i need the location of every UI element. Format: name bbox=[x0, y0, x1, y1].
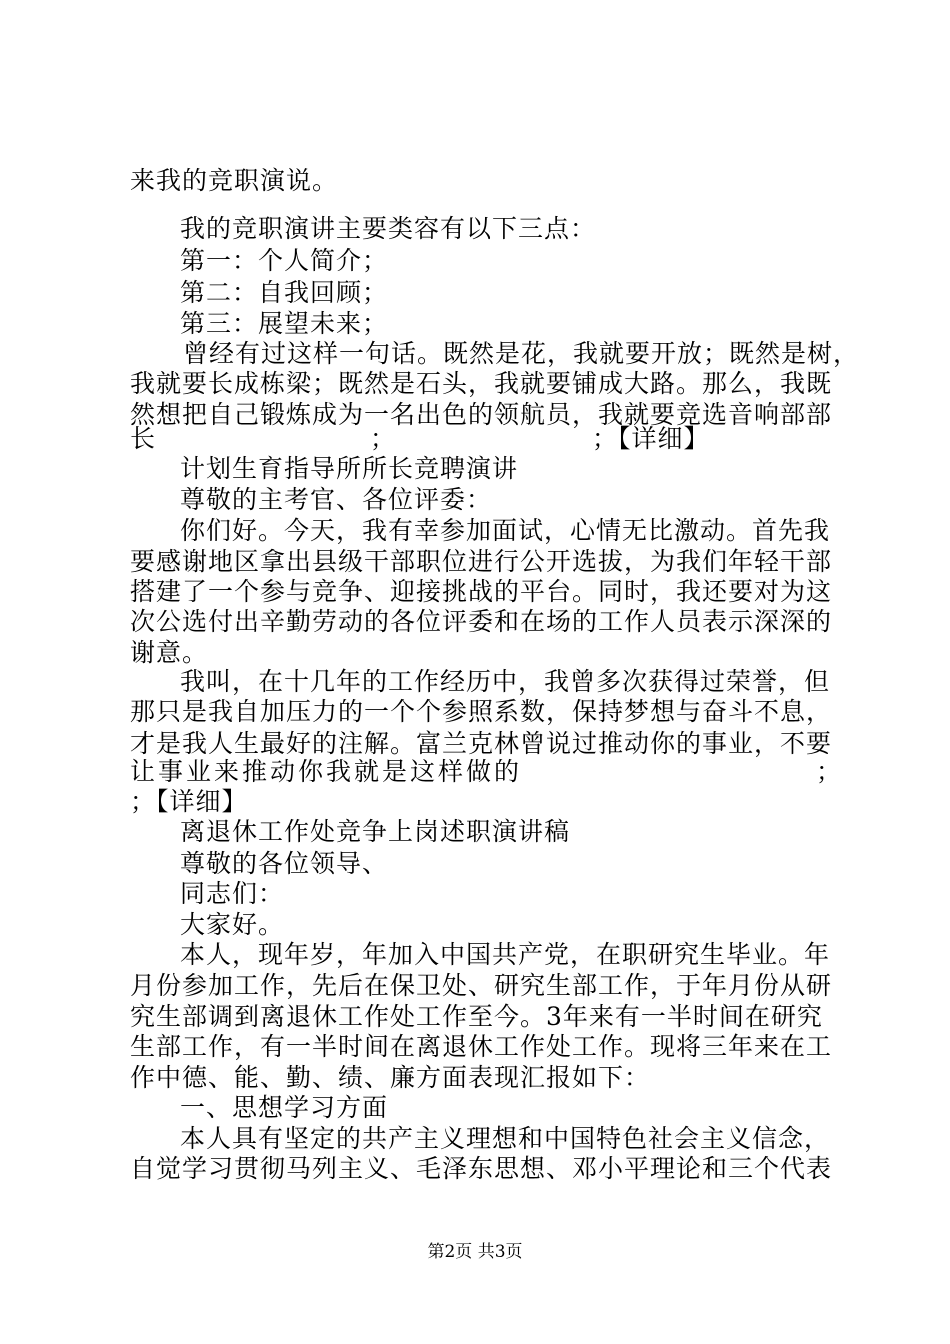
text-line: 尊敬的各位领导、 bbox=[180, 849, 389, 878]
text-line: 本人，现年岁，年加入中国共产党，在职研究生毕业。年 bbox=[180, 940, 831, 969]
detail-link[interactable]: ；【详细】 bbox=[130, 787, 248, 816]
text-line: 你们好。今天，我有幸参加面试，心情无比激动。首先我 bbox=[180, 516, 831, 545]
text-line: 月份参加工作，先后在保卫处、研究生部工作，于年月份从研 bbox=[130, 971, 833, 1000]
text-line: 作中德、能、勤、绩、廉方面表现汇报如下： bbox=[130, 1063, 651, 1092]
split-left: 长 bbox=[130, 424, 157, 453]
text-line: 自觉学习贯彻马列主义、毛泽东思想、邓小平理论和三个代表 bbox=[130, 1154, 833, 1183]
text-line: 才是我人生最好的注解。富兰克林曾说过推动你的事业，不要 bbox=[130, 729, 833, 758]
text-line: 第一：个人简介； bbox=[180, 246, 389, 275]
text-line: 本人具有坚定的共产主义理想和中国特色社会主义信念， bbox=[180, 1124, 831, 1153]
text-line: 我叫，在十几年的工作经历中，我曾多次获得过荣誉，但 bbox=[180, 667, 831, 696]
text-line: 来我的竞职演说。 bbox=[130, 166, 339, 195]
text-line: 次公选付出辛勤劳动的各位评委和在场的工作人员表示深深的 bbox=[130, 607, 833, 636]
section-title: 离退休工作处竞争上岗述职演讲稿 bbox=[180, 817, 571, 846]
split-left: 让事业来推动你我就是这样做的 bbox=[130, 757, 523, 786]
text-line: 尊敬的主考官、各位评委： bbox=[180, 485, 493, 514]
text-line: 曾经有过这样一句话。既然是花，我就要开放；既然是树， bbox=[183, 339, 860, 368]
text-line: 要感谢地区拿出县级干部职位进行公开选拔，为我们年轻干部 bbox=[130, 547, 833, 576]
text-line: 第三：展望未来； bbox=[180, 309, 389, 338]
text-line: 同志们： bbox=[180, 879, 285, 908]
split-middle: ； bbox=[370, 424, 397, 453]
text-line: 我的竞职演讲主要类容有以下三点： bbox=[180, 214, 597, 243]
text-line: 生部工作，有一半时间在离退休工作处工作。现将三年来在工 bbox=[130, 1032, 833, 1061]
section-title: 计划生育指导所所长竞聘演讲 bbox=[180, 454, 519, 483]
text-line: 然想把自己锻炼成为一名出色的领航员，我就要竞选音响部部 bbox=[130, 400, 833, 429]
split-right: ； bbox=[816, 757, 843, 786]
text-line: 第二：自我回顾； bbox=[180, 278, 389, 307]
text-line: 那只是我自加压力的一个个参照系数，保持梦想与奋斗不息， bbox=[130, 697, 833, 726]
text-line: 搭建了一个参与竞争、迎接挑战的平台。同时，我还要对为这 bbox=[130, 577, 833, 606]
split-line bbox=[130, 755, 843, 789]
section-heading: 一、思想学习方面 bbox=[180, 1093, 389, 1122]
split-line bbox=[130, 422, 830, 456]
text-line: 究生部调到离退休工作处工作至今。3年来有一半时间在研究 bbox=[130, 1002, 823, 1031]
text-line: 大家好。 bbox=[180, 910, 285, 939]
text-line: 谢意。 bbox=[130, 638, 209, 667]
page-footer: 第2页 共3页 bbox=[427, 1242, 523, 1262]
text-line: 我就要长成栋梁；既然是石头，我就要铺成大路。那么，我既 bbox=[130, 369, 833, 398]
detail-link[interactable]: ；【详细】 bbox=[592, 424, 710, 453]
